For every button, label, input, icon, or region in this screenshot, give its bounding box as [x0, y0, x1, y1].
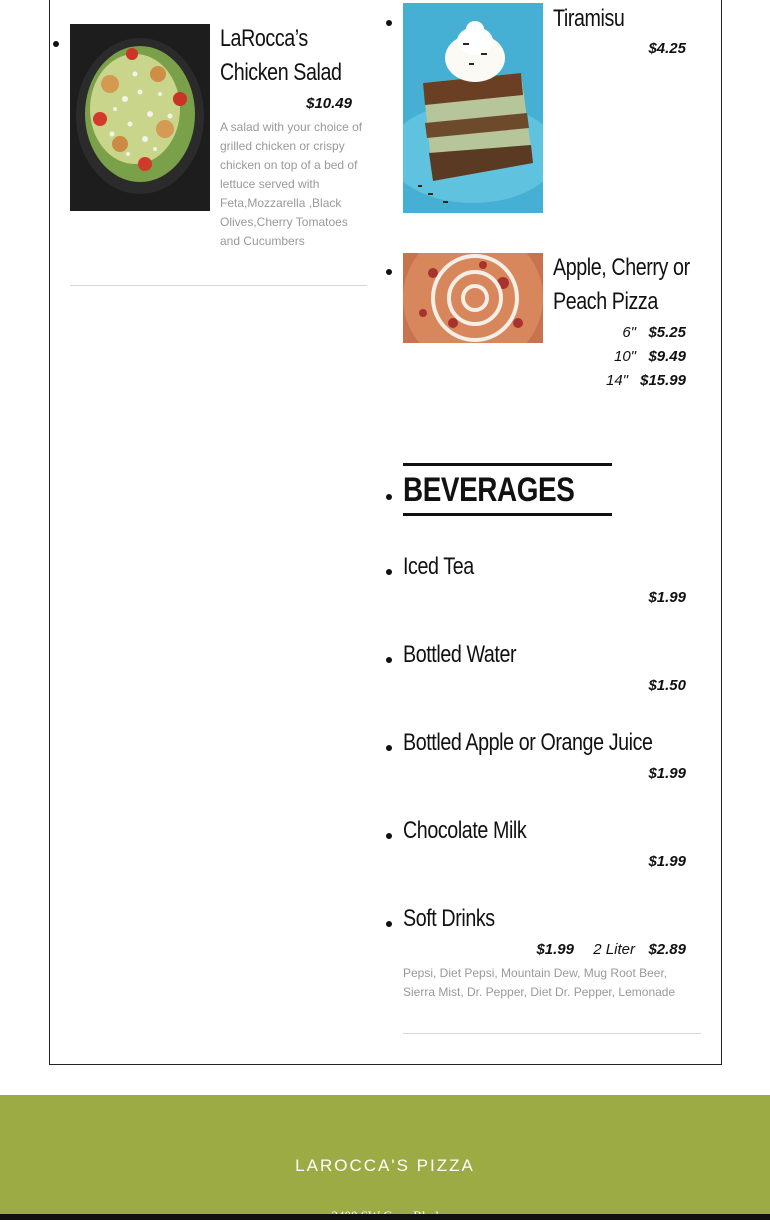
section-heading [403, 463, 612, 516]
chicken-salad-photo[interactable] [70, 24, 210, 211]
beverage-price: $1.99 [648, 765, 686, 782]
fruit-pizza-size: 14" [605, 372, 628, 389]
list-bullet [386, 745, 392, 751]
chicken-salad-title-line2: Chicken Salad [220, 59, 342, 86]
beverage-title: Chocolate Milk [403, 817, 527, 844]
list-bullet [386, 494, 392, 500]
soft-drinks-size-label: 2 Liter [593, 941, 635, 958]
soft-drinks-price: $1.99 [536, 941, 574, 958]
list-bullet [386, 569, 392, 575]
bottom-bar [0, 1214, 770, 1220]
fruit-pizza-size: 10" [613, 348, 636, 365]
description-line: and Cucumbers [220, 234, 305, 248]
beverage-title: Bottled Apple or Orange Juice [403, 729, 653, 756]
soft-drinks-2liter-price: $2.89 [648, 941, 686, 958]
fruit-pizza-price: $5.25 [648, 324, 686, 341]
beverages-heading-text: BEVERAGES [403, 471, 575, 509]
list-bullet [53, 41, 59, 47]
description-line: chicken on top of a bed of [220, 158, 358, 172]
list-bullet [386, 20, 392, 26]
soft-drinks-title: Soft Drinks [403, 905, 495, 932]
list-bullet [386, 833, 392, 839]
tiramisu-price: $4.25 [648, 40, 686, 57]
description-line: lettuce served with [220, 177, 320, 191]
beverage-title: Iced Tea [403, 553, 474, 580]
fruit-pizza-price: $9.49 [648, 348, 686, 365]
beverage-price: $1.99 [648, 589, 686, 606]
description-line: Olives,Cherry Tomatoes [220, 215, 348, 229]
fruit-pizza-photo[interactable] [403, 253, 543, 343]
tiramisu-image [403, 3, 543, 213]
footer-brand[interactable]: LAROCCA'S PIZZA [295, 1156, 475, 1175]
tiramisu-photo[interactable] [403, 3, 543, 213]
chicken-salad-description [220, 118, 370, 251]
beverage-price: $1.99 [648, 853, 686, 870]
tiramisu-title: Tiramisu [553, 5, 625, 32]
fruit-pizza-price: $15.99 [640, 372, 686, 389]
beverage-title: Bottled Water [403, 641, 517, 668]
description-line: Feta,Mozzarella ,Black [220, 196, 342, 210]
soft-drinks-description [403, 964, 703, 1002]
fruit-pizza-image [403, 253, 543, 343]
chicken-salad-image [70, 24, 210, 211]
description-line: grilled chicken or crispy [220, 139, 345, 153]
fruit-pizza-title-line1: Apple, Cherry or [553, 254, 690, 281]
chicken-salad-title-line1: LaRocca’s [220, 25, 308, 52]
item-divider [70, 285, 367, 286]
list-bullet [386, 269, 392, 275]
description-line: Pepsi, Diet Pepsi, Mountain Dew, Mug Root Beer, [403, 966, 668, 980]
description-line: Sierra Mist, Dr. Pepper, Diet Dr. Pepper, Lemonade [403, 985, 676, 999]
fruit-pizza-size: 6" [622, 324, 636, 341]
list-bullet [386, 921, 392, 927]
chicken-salad-price: $10.49 [306, 95, 352, 112]
fruit-pizza-title-line2: Peach Pizza [553, 288, 658, 315]
description-line: A salad with your choice of [220, 120, 363, 134]
beverage-price: $1.50 [648, 677, 686, 694]
list-bullet [386, 657, 392, 663]
item-divider [403, 1033, 701, 1034]
